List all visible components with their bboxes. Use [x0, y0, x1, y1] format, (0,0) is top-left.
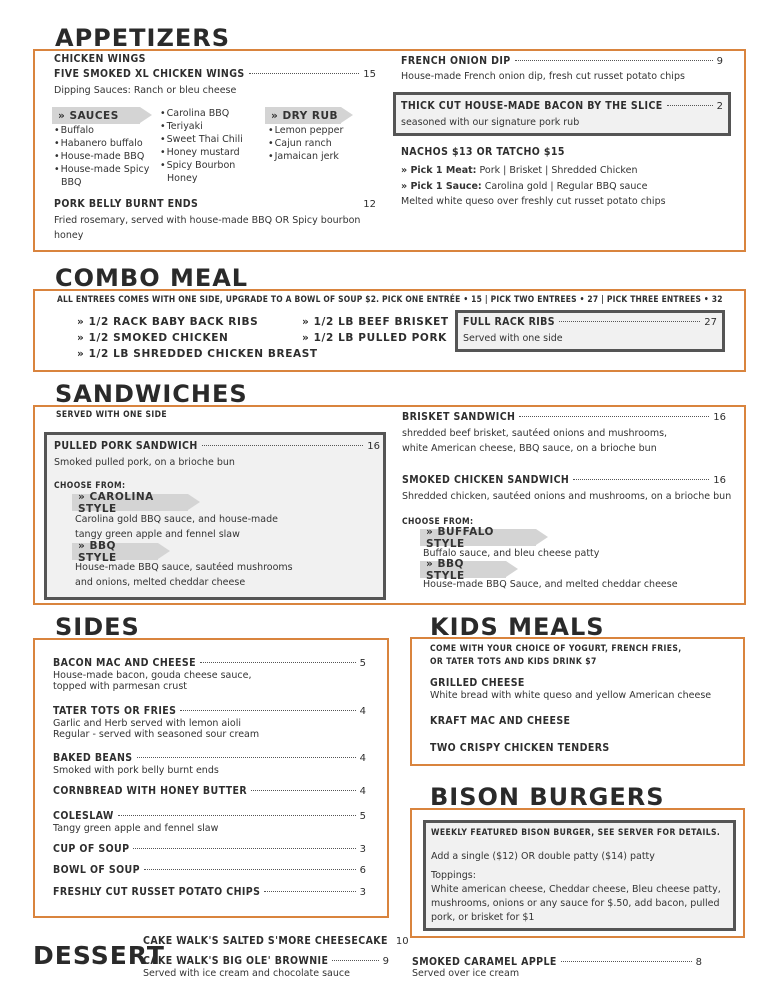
- kids-item: GRILLED CHEESE: [430, 677, 525, 689]
- side-desc: Smoked with pork belly burnt ends: [53, 765, 219, 776]
- list-item: • House-made Spicy: [54, 163, 149, 176]
- sauces-tag: » SAUCES: [52, 107, 140, 124]
- item-price: 8: [695, 957, 702, 968]
- wings-item: [54, 68, 376, 81]
- nachos-meat-label: » Pick 1 Meat:: [401, 165, 477, 176]
- bison-patty: Add a single ($12) OR double patty ($14) patty: [431, 851, 655, 862]
- list-item: • Buffalo: [54, 124, 149, 137]
- dry-rub-list: [268, 124, 343, 163]
- nachos-sauce-label: » Pick 1 Sauce:: [401, 181, 482, 192]
- pork-belly-desc: Fried rosemary, served with house-made BBQ OR Spicy bourbon: [54, 215, 361, 226]
- nachos-meat-options: Pork | Brisket | Shredded Chicken: [479, 165, 638, 176]
- item-price: 6: [359, 865, 366, 876]
- item-name: FRESHLY CUT RUSSET POTATO CHIPS: [53, 886, 261, 898]
- side-item: [53, 657, 366, 670]
- side-desc: House-made bacon, gouda cheese sauce,: [53, 670, 252, 681]
- item-price: 16: [367, 441, 380, 452]
- kids-item: TWO CRISPY CHICKEN TENDERS: [430, 742, 610, 754]
- pulled-pork-item: [54, 440, 380, 453]
- brisket-desc: shredded beef brisket, sautéed onions and mushrooms,: [402, 428, 668, 439]
- side-desc: Regular - served with seasoned sour cream: [53, 729, 260, 740]
- combo-item: » 1/2 LB BEEF BRISKET: [302, 316, 449, 328]
- dry-rub-tag: » DRY RUB: [265, 107, 341, 124]
- smoked-chicken-desc: Shredded chicken, sautéed onions and mushrooms, on a brioche bun: [402, 491, 732, 502]
- item-price: 3: [359, 844, 366, 855]
- list-item-continued: BBQ: [61, 177, 82, 188]
- list-item: • Cajun ranch: [268, 137, 343, 150]
- item-price: 9: [716, 56, 723, 67]
- item-name: COLESLAW: [53, 810, 114, 822]
- bison-toppings-2: mushrooms, onions or any sauce for $.50, add bacon, pulled: [431, 898, 720, 909]
- dipping-sauces: Dipping Sauces: Ranch or bleu cheese: [54, 85, 237, 96]
- side-item: [53, 705, 366, 718]
- kids-title: KIDS MEALS: [430, 613, 605, 641]
- kids-subtitle-2: OR TATER TOTS AND KIDS DRINK $7: [430, 657, 597, 667]
- dessert-item: [143, 935, 409, 948]
- bbq-desc: House-made BBQ sauce, sautéed mushrooms: [75, 562, 293, 573]
- bacon-desc: seasoned with our signature pork rub: [401, 117, 580, 128]
- sandwiches-title: SANDWICHES: [55, 380, 248, 408]
- kids-desc: White bread with white queso and yellow American cheese: [430, 690, 712, 701]
- bbq-desc-2: and onions, melted cheddar cheese: [75, 577, 246, 588]
- item-name: BACON MAC AND CHEESE: [53, 657, 196, 669]
- carolina-desc: Carolina gold BBQ sauce, and house-made: [75, 514, 278, 525]
- buffalo-desc: Buffalo sauce, and bleu cheese patty: [423, 548, 600, 559]
- nachos-sauce-options: Carolina gold | Regular BBQ sauce: [484, 181, 648, 192]
- list-item: • Carolina BBQ: [160, 107, 243, 120]
- list-item: • Teriyaki: [160, 120, 243, 133]
- item-price: 4: [359, 786, 366, 797]
- nachos-heading: NACHOS $13 OR TATCHO $15: [401, 146, 565, 158]
- item-price: 27: [704, 317, 717, 328]
- item-price: 4: [359, 706, 366, 717]
- sandwiches-subtitle: SERVED WITH ONE SIDE: [56, 410, 168, 420]
- french-onion-item: [401, 55, 723, 68]
- item-price: 10: [395, 936, 409, 947]
- item-price: 16: [713, 475, 726, 486]
- item-name: PORK BELLY BURNT ENDS: [54, 198, 199, 210]
- bison-weekly: WEEKLY FEATURED BISON BURGER, SEE SERVER FOR DETAILS.: [431, 828, 721, 838]
- side-item: [53, 752, 366, 765]
- dessert-desc: Served over ice cream: [412, 968, 520, 979]
- item-name: CAKE WALK'S BIG OLE' BROWNIE: [143, 955, 329, 967]
- list-item-continued: Honey: [167, 173, 198, 184]
- list-item: • Lemon pepper: [268, 124, 343, 137]
- item-name: FIVE SMOKED XL CHICKEN WINGS: [54, 68, 245, 80]
- sauces-list-1: [54, 124, 149, 176]
- nachos-sauce: [401, 180, 647, 193]
- carolina-desc-2: tangy green apple and fennel slaw: [75, 529, 240, 540]
- brisket-desc-2: white American cheese, BBQ sauce, on a brioche bun: [402, 443, 657, 454]
- bison-toppings-3: pork, or brisket for $1: [431, 912, 535, 923]
- combo-title: COMBO MEAL: [55, 264, 249, 292]
- smoked-chicken-item: [402, 474, 726, 487]
- combo-item: » 1/2 LB SHREDDED CHICKEN BREAST: [77, 348, 318, 360]
- pulled-pork-desc: Smoked pulled pork, on a brioche bun: [54, 457, 235, 468]
- bbq-desc-3: House-made BBQ Sauce, and melted cheddar cheese: [423, 579, 678, 590]
- bbq-style-tag-2: » BBQ STYLE: [420, 561, 506, 578]
- side-item: [53, 785, 366, 798]
- item-price: 16: [713, 412, 726, 423]
- side-desc: Garlic and Herb served with lemon aioli: [53, 718, 241, 729]
- nachos-desc: Melted white queso over freshly cut russet potato chips: [401, 196, 666, 207]
- item-name: TATER TOTS OR FRIES: [53, 705, 177, 717]
- item-name: SMOKED CARAMEL APPLE: [412, 956, 557, 968]
- item-name: BAKED BEANS: [53, 752, 133, 764]
- bison-title: BISON BURGERS: [430, 783, 665, 811]
- side-item: [53, 843, 366, 856]
- item-price: 5: [359, 658, 366, 669]
- nachos-meat: [401, 164, 637, 177]
- full-rack-item: [463, 316, 717, 329]
- side-desc: Tangy green apple and fennel slaw: [53, 823, 219, 834]
- item-price: 12: [363, 199, 376, 210]
- bacon-box: [393, 92, 731, 136]
- bison-toppings-label: Toppings:: [431, 870, 476, 881]
- chicken-wings-heading: CHICKEN WINGS: [54, 53, 146, 65]
- item-name: THICK CUT HOUSE-MADE BACON BY THE SLICE: [401, 100, 663, 112]
- bacon-item: [401, 100, 723, 113]
- choose-from-label: CHOOSE FROM:: [402, 517, 474, 527]
- list-item: • Habanero buffalo: [54, 137, 149, 150]
- sauces-list-2: [160, 107, 243, 172]
- full-rack-desc: Served with one side: [463, 333, 563, 344]
- item-name: PULLED PORK SANDWICH: [54, 440, 198, 452]
- list-item: • Jamaican jerk: [268, 150, 343, 163]
- item-price: 15: [363, 69, 376, 80]
- side-item: [53, 886, 366, 899]
- bbq-style-tag: » BBQ STYLE: [72, 543, 158, 560]
- item-price: 3: [359, 887, 366, 898]
- appetizers-title: APPETIZERS: [55, 24, 231, 52]
- combo-subtitle: ALL ENTREES COMES WITH ONE SIDE, UPGRADE TO A BOWL OF SOUP $2. PICK ONE ENTRÉE • 15 | PICK TWO ENTREES • 27 | PICK THREE ENTREES • 32: [57, 294, 723, 304]
- pork-belly-item: [54, 198, 376, 211]
- list-item: • Spicy Bourbon: [160, 159, 243, 172]
- item-name: FULL RACK RIBS: [463, 316, 555, 328]
- item-name: BOWL OF SOUP: [53, 864, 140, 876]
- side-item: [53, 864, 366, 877]
- list-item: • House-made BBQ: [54, 150, 149, 163]
- item-price: 4: [359, 753, 366, 764]
- list-item: • Honey mustard: [160, 146, 243, 159]
- carolina-style-tag: » CAROLINA STYLE: [72, 494, 188, 511]
- combo-item: » 1/2 RACK BABY BACK RIBS: [77, 316, 259, 328]
- combo-item: » 1/2 SMOKED CHICKEN: [77, 332, 229, 344]
- item-price: 5: [359, 811, 366, 822]
- dessert-title: DESSERT: [33, 941, 165, 970]
- item-name: SMOKED CHICKEN SANDWICH: [402, 474, 570, 486]
- kids-subtitle: COME WITH YOUR CHOICE OF YOGURT, FRENCH FRIES,: [430, 644, 682, 654]
- choose-from-label: CHOOSE FROM:: [54, 481, 126, 491]
- pork-belly-desc-2: honey: [54, 230, 84, 241]
- list-item: • Sweet Thai Chili: [160, 133, 243, 146]
- side-item: [53, 810, 366, 823]
- buffalo-style-tag: » BUFFALO STYLE: [420, 529, 536, 546]
- sides-title: SIDES: [55, 613, 140, 641]
- item-price: 9: [382, 956, 389, 967]
- item-price: 2: [716, 101, 723, 112]
- item-name: BRISKET SANDWICH: [402, 411, 516, 423]
- side-desc: topped with parmesan crust: [53, 681, 187, 692]
- kids-item: KRAFT MAC AND CHEESE: [430, 715, 571, 727]
- brisket-item: [402, 411, 726, 424]
- french-onion-desc: House-made French onion dip, fresh cut russet potato chips: [401, 71, 685, 82]
- bison-toppings: White american cheese, Cheddar cheese, Bleu cheese patty,: [431, 884, 721, 895]
- item-name: CORNBREAD WITH HONEY BUTTER: [53, 785, 248, 797]
- combo-item: » 1/2 LB PULLED PORK: [302, 332, 447, 344]
- item-name: CUP OF SOUP: [53, 843, 130, 855]
- dessert-desc: Served with ice cream and chocolate sauce: [143, 968, 350, 979]
- item-name: FRENCH ONION DIP: [401, 55, 511, 67]
- item-name: CAKE WALK'S SALTED S'MORE CHEESECAKE: [143, 935, 388, 947]
